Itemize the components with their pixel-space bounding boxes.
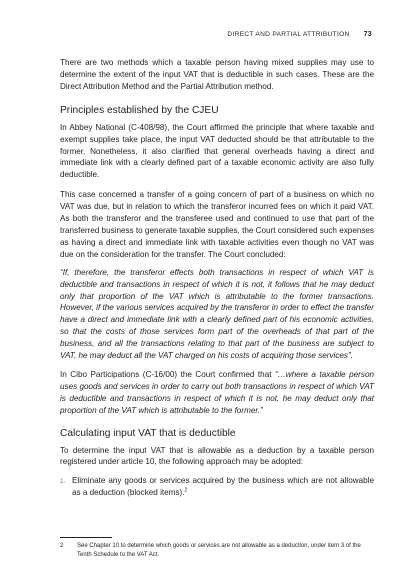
list-item-number: 1. xyxy=(60,478,66,486)
court-quote-paragraph: “If, therefore, the transferor effects both transactions in respect of which VAT is deductible and transactions in respect of which it is not, it follows that he may deduct only that proportion of the VAT which is attributable to the former transactions. However, if the various services acquired by the transferor in order to effect the transfer have a direct and immediate link with a clearly defined part of his economic activities, so that the costs of those services form part of the overheads of that part of the business, and all the transactions relating to that part of the business are subject to VAT, he may deduct all the VAT charged on his costs of acquiring those services”. xyxy=(60,267,374,361)
cibo-intro-text: In Cibo Participations (C-16/00) the Court confirmed that xyxy=(60,369,275,379)
list-item xyxy=(60,475,374,499)
running-header xyxy=(60,31,372,41)
running-title: DIRECT AND PARTIAL ATTRIBUTION xyxy=(227,31,350,38)
list-item-body: Eliminate any goods or services acquired by the business which are not allowable as a deduction (blocked items). xyxy=(72,476,374,498)
abbey-national-paragraph: In Abbey National (C-408/98), the Court affirmed the principle that where taxable and exempt supplies take place, the input VAT deducted should be that attributable to the former. Nonetheless, it also clarified that general overheads having a direct and immediate link with a clearly defined part of a taxable economic activity are also fully deductible. xyxy=(60,122,374,180)
cibo-paragraph xyxy=(60,369,374,417)
page-number: 73 xyxy=(363,31,372,38)
cibo-quote-text: “…where a taxable person uses goods and services in order to carry out both transactions in respect of which VAT is deductible and transactions in respect of which it is not, he may deduct only that proportion of the VAT which is attributable to the former.” xyxy=(60,369,374,415)
footnote xyxy=(60,542,374,559)
intro-paragraph: There are two methods which a taxable person having mixed supplies may use to determine the extent of the input VAT that is deductible in such cases. These are the Direct Attribution Method and the Partial Attribution method. xyxy=(60,58,374,91)
footnote-number: 2 xyxy=(60,543,64,549)
calculation-intro-paragraph: To determine the input VAT that is allowable as a deduction by a taxable person registered under article 10, the following approach may be adopted: xyxy=(60,445,374,467)
footnote-divider xyxy=(60,537,112,538)
list-item-text xyxy=(72,475,374,499)
footnote-text: See Chapter 10 to determine which goods or services are not allowable as a deduction, under item 3 of the Tenth Schedule to the VAT Act. xyxy=(77,543,361,558)
heading-principles-cjeu: Principles established by the CJEU xyxy=(60,104,219,116)
page-content xyxy=(60,57,374,499)
transfer-case-paragraph: This case concerned a transfer of a going concern of part of a business on which no VAT was due, but in relation to which the transferor incurred fees on which it paid VAT. As both the transferor and the transferee used and continued to use that part of the transferred business to generate taxable supplies, the Court considered such expenses as having a direct and immediate link with taxable activities even though no VAT was due on the consideration for the transfer. The Court concluded: xyxy=(60,190,374,259)
footnote-reference[interactable]: 2 xyxy=(184,487,188,494)
heading-calculating-input-vat: Calculating input VAT that is deductible xyxy=(60,427,236,439)
